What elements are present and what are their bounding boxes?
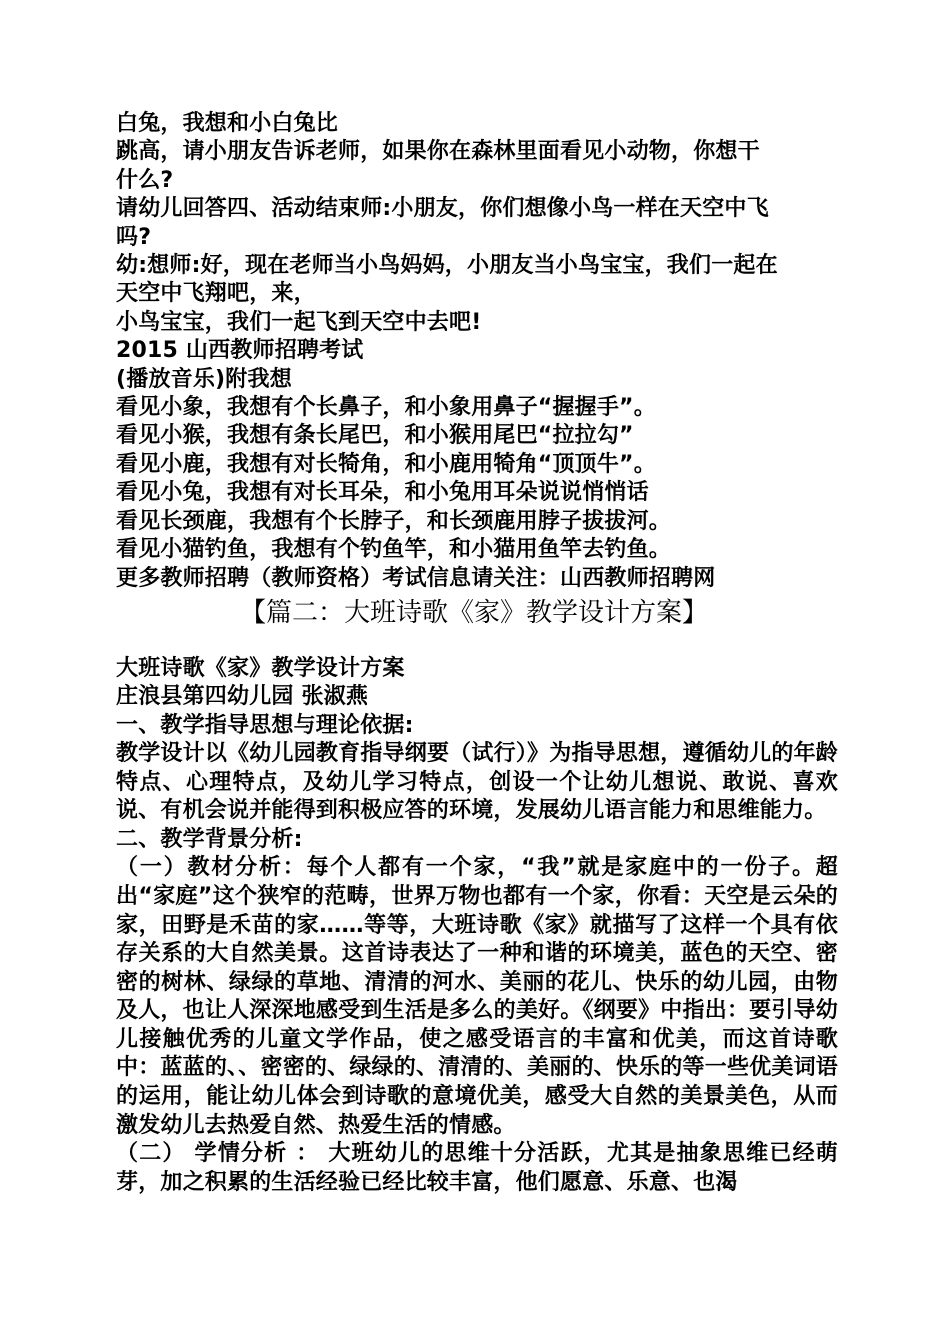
spacer: [116, 633, 838, 655]
text-line: 看见小猴，我想有条长尾巴，和小猴用尾巴“拉拉勾”: [116, 423, 634, 449]
text-line: 什么?: [116, 167, 174, 193]
text-line: 跳高，请小朋友告诉老师，如果你在森林里面看见小动物，你想干: [116, 139, 760, 165]
text-line: 小鸟宝宝，我们一起飞到天空中去吧!: [116, 309, 482, 335]
paragraph: （二） 学情分析 ： 大班幼儿的思维十分活跃，尤其是抽象思维已经萌芽，加之积累的生活经验已经比较丰富，他们愿意、乐意、也渴: [116, 1141, 838, 1195]
paragraph: 教学设计以《幼儿园教育指导纲要（试行）》为指导思想，遵循幼儿的年龄特点、心理特点，及幼儿学习特点，创设一个让幼儿想说、敢说、喜欢说、有机会说并能得到积极应答的环境，发展幼儿语言能力和思维能力。: [116, 741, 838, 824]
subheading: 二、教学背景分析:: [116, 826, 303, 852]
text-line: 看见小猫钓鱼，我想有个钓鱼竿，和小猫用鱼竿去钓鱼。: [116, 537, 672, 563]
paragraph: （一）教材分析：每个人都有一个家，“我”就是家庭中的一份子。超出“家庭”这个狭窄的范畴，世界万物也都有一个家，你看：天空是云朵的家，田野是禾苗的家……等等，大班诗歌《家》就描写了这样一个具有依存关系的大自然美景。这首诗表达了一种和谐的环境美，蓝色的天空、密密的树林、绿绿的草地、清清的河水、美丽的花儿、快乐的幼儿园，由物及人，也让人深深地感受到生活是多么的美好。《纲要》中指出：要引导幼儿接触优秀的儿童文学作品，使之感受语言的丰富和优美，而这首诗歌中：蓝蓝的、、密密的、绿绿的、清清的、美丽的、快乐的等一些优美词语的运用，能让幼儿体会到诗歌的意境优美，感受大自然的美景美色，从而激发幼儿去热爱自然、热爱生活的情感。: [116, 855, 838, 1138]
author-line: 庄浪县第四幼儿园 张淑燕: [116, 684, 369, 710]
text-line: 白兔，我想和小白兔比: [116, 111, 339, 136]
text-line: 幼:想师:好，现在老师当小鸟妈妈，小朋友当小鸟宝宝，我们一起在: [116, 253, 778, 279]
text-line: (播放音乐)附我想: [116, 366, 292, 392]
text-line: 看见小象，我想有个长鼻子，和小象用鼻子“握握手”。: [116, 395, 656, 421]
text-line: 看见小兔，我想有对长耳朵，和小兔用耳朵说说悄悄话: [116, 480, 649, 506]
text-line: 2015 山西教师招聘考试: [116, 338, 364, 364]
text-line: 吗?: [116, 224, 152, 250]
text-line: 看见长颈鹿，我想有个长脖子，和长颈鹿用脖子拔拔河。: [116, 508, 672, 534]
text-line: 请幼儿回答四、活动结束师:小朋友，你们想像小鸟一样在天空中飞: [116, 196, 769, 222]
text-line: 更多教师招聘（教师资格）考试信息请关注：山西教师招聘网: [116, 565, 716, 591]
text-line: 看见小鹿，我想有对长犄角，和小鹿用犄角“顶顶牛”。: [116, 451, 656, 477]
document-title: 大班诗歌《家》教学设计方案: [116, 655, 405, 681]
section-heading: 【篇二：大班诗歌《家》教学设计方案】: [239, 597, 708, 628]
document-content: [116, 110, 838, 1197]
text-line: 天空中飞翔吧，来，: [116, 281, 316, 307]
subheading: 一、教学指导思想与理论依据:: [116, 712, 414, 738]
